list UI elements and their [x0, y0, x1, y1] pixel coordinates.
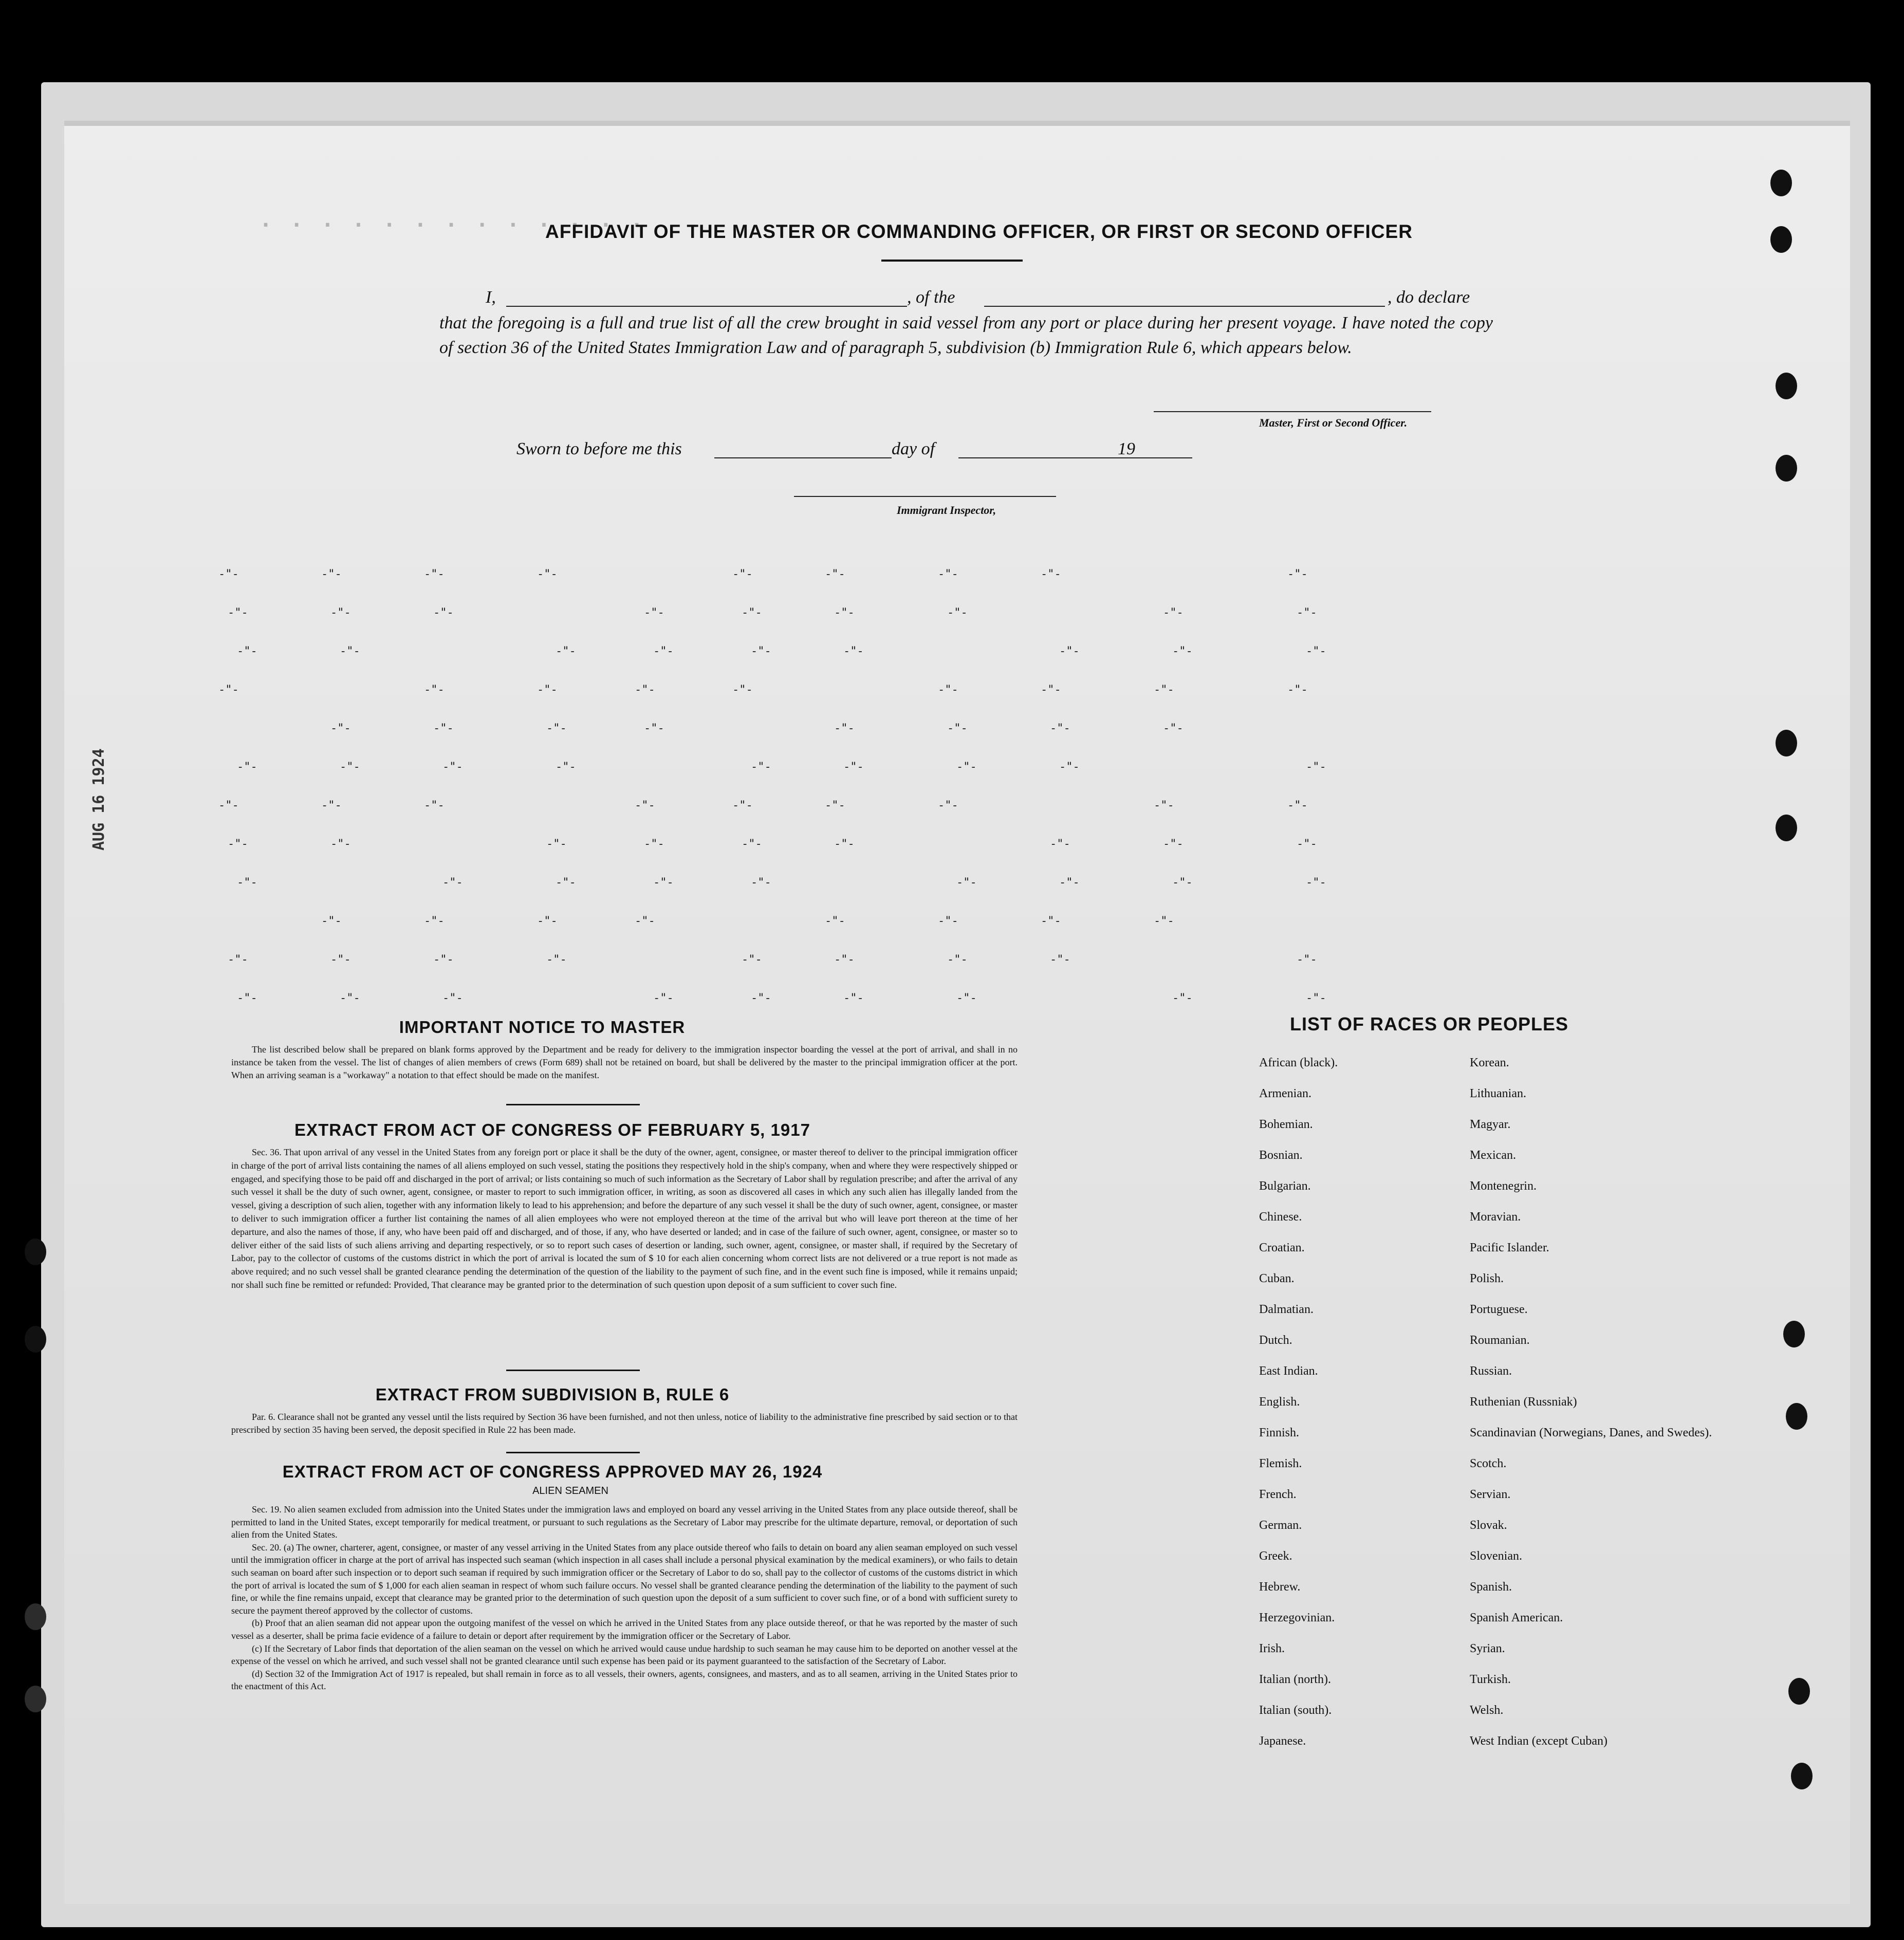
affidavit-declare: , do declare — [1388, 288, 1470, 307]
ditto-mark: -"- — [340, 645, 360, 658]
act1924-para-5: (d) Section 32 of the Immigration Act of 1917 is repealed, but shall remain in force as to all vessels, their owners, agents, consignees, and masters, and as to all seamen, arriving in the United States prior to the enactment of this Act. — [231, 1668, 1018, 1692]
punch-hole — [1786, 1403, 1807, 1430]
races-column-left — [1259, 1056, 1338, 1765]
punch-hole — [1770, 170, 1792, 196]
race-item: Portuguese. — [1470, 1303, 1528, 1316]
notice-body — [231, 1043, 1018, 1082]
ditto-mark: -"- — [1154, 799, 1174, 812]
race-item: Korean. — [1470, 1056, 1509, 1069]
act1924-para-2: Sec. 20. (a) The owner, charterer, agent, consignee, or master of any vessel arriving in the United States from any place outside thereof who fails to detain on board any alien seaman employed on such vessel until the immigration officer in charge at the port of arrival has inspected such seaman (which inspection in all cases shall include a personal physical examination by the medical examiners), or who fails to detain such seaman on board after such inspection or to deport such seaman if required by such immigration officer or the Secretary of Labor to do so, shall pay to the collector of customs of the customs district in which the port of arrival is located the sum of $ 1,000 for each alien seaman in respect of whom such failure occurs. No vessel shall be granted clearance pending the determination of the liability to the payment of such fine, or while the fine remains unpaid, except that clearance may be granted prior to the determination of such question upon the deposit of a sum sufficient to cover such fine, or of a bond with sufficient surety to secure the payment thereof approved by the collector of customs. — [231, 1542, 1018, 1616]
race-item: African (black). — [1259, 1056, 1338, 1069]
ditto-mark: -"- — [732, 568, 753, 581]
ditto-mark: -"- — [825, 915, 845, 928]
race-item: German. — [1259, 1519, 1302, 1532]
race-item: Spanish American. — [1470, 1611, 1563, 1624]
ditto-mark: -"- — [330, 953, 351, 966]
act1924-para-4: (c) If the Secretary of Labor finds that deportation of the alien seaman on the vessel on which he arrived would cause undue hardship to such seaman he may cause him to be deported on another vessel at the expense of the vessel on which he arrived, and such vessel shall not be granted clearance until such expense has been paid or its payment guaranteed to the satisfaction of the Secretary of Labor. — [231, 1643, 1018, 1667]
act1917-paragraph: Sec. 36. That upon arrival of any vessel in the United States from any foreign port or place it shall be the duty of the owner, agent, consignee, or master thereof to deliver to the principal immigration officer in charge of the port of arrival lists containing the names of all aliens employed on such vessel, stating the positions they respectively hold in the ship's company, when and where they were respectively shipped or engaged, and specifying those to be paid off and discharged in the port of arrival; or lists containing so much of such information as the Secretary of Labor shall by regulation prescribe; and after the arrival of any such vessel it shall be the duty of such owner, agent, consignee, or master to report to such immigration officer, in writing, as soon as discovered all cases in which any such alien has illegally landed from the vessel, giving a description of such alien, together with any information likely to lead to his apprehension; and before the departure of any such vessel it shall be the duty of such owner, agent, consignee, or master to deliver to such immigration officer a further list containing the names of all alien employees who were not employed thereon at the time of the arrival but who will leave port thereon at the time of her departure, and also the names of those, if any, who have been paid off and discharged, and of those, if any, who have deserted or landed; and in case of the failure of such owner, agent, consignee, or master so to deliver either of the said lists of such aliens arriving and departing respectively, or so to report such cases of desertion or landing, such owner, agent, consignee, or master shall, if required by the Secretary of Labor, pay to the collector of customs of the customs district in which the port of arrival is located the sum of $ 10 for each alien concerning whom correct lists are not delivered or a true report is not made as above required; and no such vessel shall be granted clearance pending the determination of the question of the liability to the payment of such fine, and in the event such fine is imposed, while it remains unpaid; nor shall such fine be remitted or refunded: Provided, That clearance may be granted prior to the determination of such question upon deposit of a sum sufficient to cover such fine. — [231, 1147, 1018, 1290]
punch-hole — [25, 1326, 46, 1353]
ditto-mark: -"- — [956, 876, 977, 889]
ditto-mark: -"- — [1306, 992, 1326, 1005]
ditto-mark: -"- — [218, 568, 239, 581]
race-item: Hebrew. — [1259, 1580, 1301, 1594]
document-page — [64, 121, 1850, 1904]
ditto-mark: -"- — [635, 799, 655, 812]
ditto-mark: -"- — [825, 799, 845, 812]
act1917-rule — [506, 1370, 640, 1371]
ditto-mark: -"- — [947, 953, 968, 966]
date-stamp: AUG 16 1924 — [90, 748, 108, 851]
act1924-body — [231, 1503, 1018, 1693]
race-item: Magyar. — [1470, 1118, 1511, 1131]
ditto-mark: -"- — [843, 645, 864, 658]
ditto-mark: -"- — [1172, 876, 1193, 889]
race-item: Spanish. — [1470, 1580, 1512, 1594]
ditto-mark: -"- — [1041, 568, 1061, 581]
ditto-mark: -"- — [1297, 953, 1317, 966]
race-item: Croatian. — [1259, 1241, 1305, 1254]
bleed-through: . . . . . . . . . . . . . — [260, 208, 646, 232]
punch-hole — [1776, 373, 1797, 399]
race-item: Bohemian. — [1259, 1118, 1313, 1131]
race-item: Polish. — [1470, 1272, 1504, 1285]
ditto-mark: -"- — [228, 606, 248, 619]
race-item: Roumanian. — [1470, 1334, 1530, 1347]
ditto-mark: -"- — [834, 606, 855, 619]
act1924-para-1: Sec. 19. No alien seamen excluded from admission into the United States under the immigration laws and employed on board any vessel arriving in the United States from any place outside thereof, shall be permitted to land in the United States, except temporarily for medical treatment, or pursuant to such regulations as the Secretary of Labor may prescribe for the ultimate departure, removal, or deportation of such alien from the United States. — [231, 1504, 1018, 1540]
ditto-mark: -"- — [546, 838, 567, 851]
race-item: French. — [1259, 1488, 1297, 1501]
ditto-mark: -"- — [653, 992, 674, 1005]
ditto-mark: -"- — [1059, 761, 1080, 773]
punch-hole — [1776, 815, 1797, 841]
race-item: Bosnian. — [1259, 1149, 1303, 1162]
ditto-mark: -"- — [218, 683, 239, 696]
race-item: Lithuanian. — [1470, 1087, 1526, 1100]
sworn-text: Sworn to before me this — [516, 439, 682, 458]
ditto-mark: -"- — [321, 915, 342, 928]
race-item: Japanese. — [1259, 1734, 1306, 1748]
ditto-mark: -"- — [947, 606, 968, 619]
punch-hole — [25, 1686, 46, 1712]
ditto-mark: -"- — [732, 683, 753, 696]
ditto-mark: -"- — [947, 722, 968, 735]
ditto-mark: -"- — [742, 606, 762, 619]
ditto-mark: -"- — [537, 683, 558, 696]
ditto-mark: -"- — [237, 645, 257, 658]
ditto-mark: -"- — [938, 799, 958, 812]
punch-hole — [1788, 1678, 1810, 1705]
ditto-mark: -"- — [546, 722, 567, 735]
notice-rule — [506, 1104, 640, 1105]
race-item: Cuban. — [1259, 1272, 1295, 1285]
ditto-mark: -"- — [742, 953, 762, 966]
ditto-mark: -"- — [1050, 838, 1070, 851]
ditto-mark: -"- — [433, 606, 454, 619]
race-item: Scandinavian (Norwegians, Danes, and Swedes). — [1470, 1426, 1712, 1439]
notice-title: IMPORTANT NOTICE TO MASTER — [399, 1018, 686, 1037]
ditto-mark: -"- — [653, 876, 674, 889]
race-item: Syrian. — [1470, 1642, 1505, 1655]
race-item: Slovak. — [1470, 1519, 1507, 1532]
ditto-mark: -"- — [228, 838, 248, 851]
ditto-mark: -"- — [956, 761, 977, 773]
race-item: Chinese. — [1259, 1210, 1302, 1224]
race-item: Pacific Islander. — [1470, 1241, 1549, 1254]
ditto-mark: -"- — [1059, 645, 1080, 658]
vessel-line — [984, 306, 1385, 307]
race-item: Greek. — [1259, 1549, 1292, 1563]
act1924-subtitle: ALIEN SEAMEN — [532, 1485, 608, 1496]
ditto-mark: -"- — [237, 761, 257, 773]
ditto-mark: -"- — [635, 915, 655, 928]
ditto-mark: -"- — [433, 953, 454, 966]
ditto-mark: -"- — [237, 876, 257, 889]
ditto-mark: -"- — [1297, 606, 1317, 619]
ditto-mark: -"- — [751, 761, 771, 773]
race-item: Servian. — [1470, 1488, 1511, 1501]
master-label: Master, First or Second Officer. — [1259, 416, 1408, 429]
inspector-signature-line — [794, 496, 1056, 497]
ditto-mark: -"- — [1287, 799, 1308, 812]
ditto-mark: -"- — [1172, 645, 1193, 658]
race-item: Flemish. — [1259, 1457, 1302, 1470]
race-item: Scotch. — [1470, 1457, 1507, 1470]
ditto-mark: -"- — [938, 915, 958, 928]
ditto-mark: -"- — [556, 761, 576, 773]
ditto-mark: -"- — [834, 722, 855, 735]
race-item: Dutch. — [1259, 1334, 1292, 1347]
ditto-mark: -"- — [751, 645, 771, 658]
race-item: Russian. — [1470, 1364, 1512, 1378]
ditto-mark: -"- — [1163, 606, 1184, 619]
race-item: Italian (north). — [1259, 1673, 1331, 1686]
race-item: West Indian (except Cuban) — [1470, 1734, 1607, 1748]
ditto-mark: -"- — [424, 915, 445, 928]
ditto-mark: -"- — [340, 992, 360, 1005]
inspector-label: Immigrant Inspector, — [897, 504, 996, 516]
ditto-mark: -"- — [751, 992, 771, 1005]
ditto-mark: -"- — [1287, 568, 1308, 581]
notice-paragraph: The list described below shall be prepared on blank forms approved by the Department and be ready for delivery to the immigration inspector boarding the vessel at the port of arrival, and shall in no instance be taken from the vessel. The list of changes of alien members of crews (Form 689) shall not be retained on board, but shall be delivered by the master to the principal immigration officer at the port. When an arriving seaman is a "workaway" a notation to that effect should be made on the manifest. — [231, 1044, 1018, 1080]
affidavit-body: that the foregoing is a full and true list of all the crew brought in said vessel from any port or place during her present voyage. I have noted the copy of section 36 of the United States Immigration Law and of paragraph 5, subdivision (b) Immigration Rule 6, which appears below. — [439, 313, 1493, 357]
punch-hole — [1791, 1763, 1813, 1789]
ditto-mark: -"- — [938, 568, 958, 581]
ditto-mark: -"- — [644, 722, 664, 735]
ditto-mark: -"- — [237, 992, 257, 1005]
race-item: Moravian. — [1470, 1210, 1521, 1224]
race-item: English. — [1259, 1395, 1300, 1409]
day-line — [714, 457, 892, 458]
year-prefix: 19 — [1118, 439, 1135, 458]
ditto-mark: -"- — [1287, 683, 1308, 696]
ditto-mark: -"- — [751, 876, 771, 889]
race-item: East Indian. — [1259, 1364, 1318, 1378]
affidavit-title: AFFIDAVIT OF THE MASTER OR COMMANDING OFFICER, OR FIRST OR SECOND OFFICER — [545, 221, 1413, 242]
affidavit-i: I, — [486, 288, 496, 307]
ditto-mark: -"- — [1050, 953, 1070, 966]
rule6-body — [231, 1411, 1018, 1436]
ditto-mark: -"- — [321, 799, 342, 812]
ditto-mark: -"- — [1050, 722, 1070, 735]
ditto-mark: -"- — [644, 838, 664, 851]
race-item: Ruthenian (Russniak) — [1470, 1395, 1577, 1409]
race-item: Irish. — [1259, 1642, 1285, 1655]
ditto-mark: -"- — [1306, 645, 1326, 658]
ditto-mark: -"- — [1163, 722, 1184, 735]
race-item: Turkish. — [1470, 1673, 1511, 1686]
ditto-mark: -"- — [321, 568, 342, 581]
race-item: Finnish. — [1259, 1426, 1300, 1439]
punch-hole — [25, 1239, 46, 1265]
act1924-para-3: (b) Proof that an alien seaman did not appear upon the outgoing manifest of the vessel on which he arrived in the United States from any place outside thereof, or that he was reported by the master of such vessel as a deserter, shall be prima facie evidence of a failure to detain or deport after requirement by the immigration officer or the Secretary of Labor. — [231, 1618, 1018, 1641]
rule6-paragraph: Par. 6. Clearance shall not be granted any vessel until the lists required by Section 36 have been furnished, and not then unless, notice of liability to the administrative fine prescribed by said section or to that prescribed by section 35 having been served, the deposit specified in Rule 22 has been made. — [231, 1412, 1018, 1435]
punch-hole — [1776, 730, 1797, 756]
ditto-mark: -"- — [1297, 838, 1317, 851]
ditto-mark: -"- — [537, 915, 558, 928]
ditto-mark: -"- — [1154, 915, 1174, 928]
ditto-mark: -"- — [442, 761, 463, 773]
ditto-mark: -"- — [330, 722, 351, 735]
ditto-mark: -"- — [340, 761, 360, 773]
affidavit-of-the: , of the — [907, 288, 955, 307]
ditto-mark: -"- — [843, 992, 864, 1005]
ditto-mark: -"- — [330, 838, 351, 851]
ditto-mark: -"- — [1059, 876, 1080, 889]
race-item: Dalmatian. — [1259, 1303, 1314, 1316]
race-item: Armenian. — [1259, 1087, 1311, 1100]
year-line — [1141, 457, 1192, 458]
ditto-mark: -"- — [424, 568, 445, 581]
ditto-mark: -"- — [228, 953, 248, 966]
race-item: Welsh. — [1470, 1704, 1504, 1717]
ditto-mark: -"- — [644, 606, 664, 619]
races-column-right — [1470, 1056, 1712, 1765]
ditto-mark: -"- — [834, 953, 855, 966]
ditto-mark: -"- — [825, 568, 845, 581]
rule6-rule — [506, 1452, 640, 1453]
ditto-mark: -"- — [653, 645, 674, 658]
ditto-mark: -"- — [843, 761, 864, 773]
ditto-mark: -"- — [330, 606, 351, 619]
ditto-mark: -"- — [218, 799, 239, 812]
ditto-mark: -"- — [1172, 992, 1193, 1005]
ditto-mark: -"- — [1306, 761, 1326, 773]
race-item: Italian (south). — [1259, 1704, 1332, 1717]
ditto-mark: -"- — [1163, 838, 1184, 851]
punch-hole — [1783, 1321, 1805, 1347]
ditto-mark: -"- — [546, 953, 567, 966]
ditto-mark: -"- — [732, 799, 753, 812]
ditto-mark: -"- — [635, 683, 655, 696]
ditto-mark: -"- — [938, 683, 958, 696]
ditto-mark: -"- — [556, 645, 576, 658]
ditto-mark: -"- — [556, 876, 576, 889]
punch-hole — [1776, 455, 1797, 482]
race-item: Mexican. — [1470, 1149, 1516, 1162]
ditto-mark: -"- — [1041, 915, 1061, 928]
race-item: Slovenian. — [1470, 1549, 1522, 1563]
act1924-title: EXTRACT FROM ACT OF CONGRESS APPROVED MAY 26, 1924 — [282, 1462, 823, 1481]
race-item: Herzegovinian. — [1259, 1611, 1335, 1624]
title-rule — [881, 260, 1023, 262]
ditto-mark: -"- — [442, 992, 463, 1005]
ditto-mark: -"- — [834, 838, 855, 851]
act1917-body — [231, 1146, 1018, 1292]
ditto-mark: -"- — [1306, 876, 1326, 889]
ditto-mark: -"- — [424, 683, 445, 696]
name-line — [506, 306, 907, 307]
race-item: Montenegrin. — [1470, 1179, 1537, 1193]
act1917-title: EXTRACT FROM ACT OF CONGRESS OF FEBRUARY 5, 1917 — [294, 1120, 810, 1139]
race-item: Bulgarian. — [1259, 1179, 1311, 1193]
ditto-mark: -"- — [742, 838, 762, 851]
punch-hole — [1770, 226, 1792, 253]
ditto-mark: -"- — [537, 568, 558, 581]
ditto-mark: -"- — [424, 799, 445, 812]
punch-hole — [25, 1603, 46, 1630]
day-of-text: day of — [892, 439, 935, 458]
races-title: LIST OF RACES OR PEOPLES — [1290, 1013, 1569, 1034]
ditto-mark: -"- — [956, 992, 977, 1005]
master-signature-line — [1154, 411, 1431, 412]
ditto-mark: -"- — [1041, 683, 1061, 696]
ditto-mark: -"- — [433, 722, 454, 735]
ditto-mark: -"- — [442, 876, 463, 889]
fold-line — [64, 121, 1850, 126]
rule6-title: EXTRACT FROM SUBDIVISION B, RULE 6 — [375, 1385, 730, 1404]
ditto-mark: -"- — [1154, 683, 1174, 696]
